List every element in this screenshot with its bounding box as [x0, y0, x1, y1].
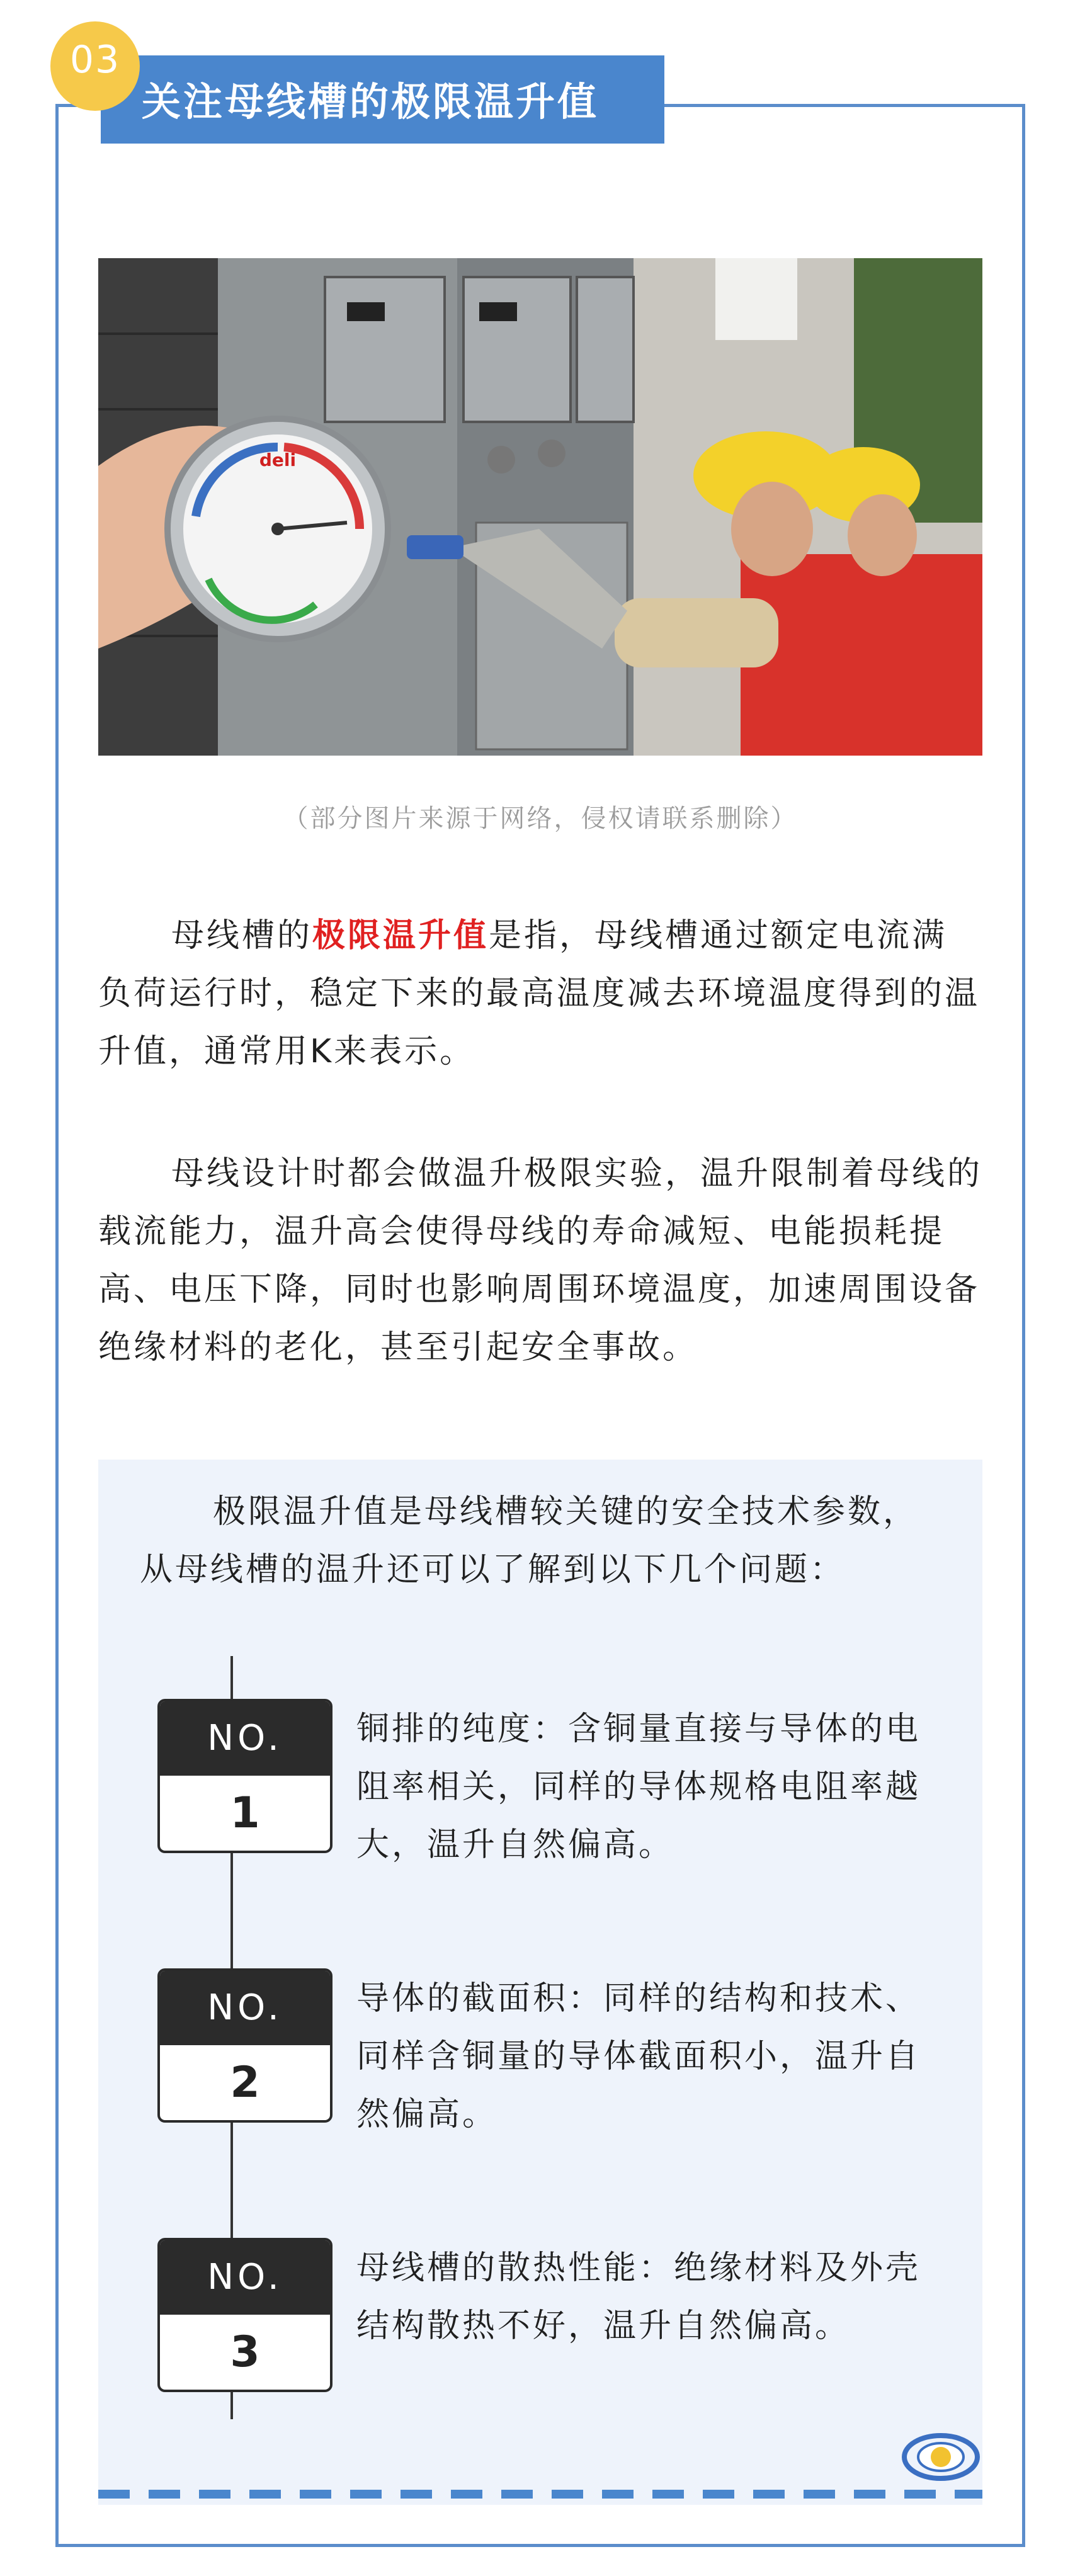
item-1-text: 铜排的纯度：含铜量直接与导体的电阻率相关，同样的导体规格电阻率越大，温升自然偏高。: [356, 1710, 921, 1864]
item-2-text: 导体的截面积：同样的结构和技术、同样含铜量的导体截面积小，温升自然偏高。: [356, 1980, 921, 2133]
brand-logo-icon: [902, 2432, 980, 2482]
item-3-text: 母线槽的散热性能：绝缘材料及外壳结构散热不好，温升自然偏高。: [356, 2249, 921, 2345]
panel-intro-text: 极限温升值是母线槽较关键的安全技术参数，从母线槽的温升还可以了解到以下几个问题：: [140, 1493, 919, 1589]
bottom-dashed-divider: [98, 2490, 982, 2499]
photo-illustration: [98, 258, 982, 756]
section-number: 03: [69, 38, 121, 82]
paragraph-design: [98, 1145, 982, 1376]
highlight-term: 极限温升值: [312, 917, 489, 955]
photo-caption: （部分图片来源于网络，侵权请联系删除）: [283, 804, 798, 833]
number-box-1: [157, 1699, 333, 1853]
paragraph-definition: [98, 907, 982, 1081]
number-box-2: [157, 1968, 333, 2123]
paragraph2-text: 母线设计时都会做温升极限实验，温升限制着母线的载流能力，温升高会使得母线的寿命减短、电能损耗提高、电压下降，同时也影响周围环境温度，加速周围设备绝缘材料的老化，甚至引起安全事故。: [98, 1155, 983, 1366]
substation-photo: [98, 258, 982, 756]
number-box-3: [157, 2238, 333, 2392]
number-label: NO.: [160, 1971, 330, 2045]
number-value: 2: [230, 2058, 260, 2108]
panel-intro: [140, 1483, 933, 1599]
number-value: 3: [230, 2327, 260, 2377]
number-value: 1: [230, 1788, 260, 1838]
number-label: NO.: [160, 2240, 330, 2315]
number-label: NO.: [160, 1701, 330, 1776]
paragraph1-before: 母线槽的: [171, 917, 313, 955]
section-title: 关注母线槽的极限温升值: [142, 79, 600, 125]
thermometer-brand: deli: [259, 450, 297, 470]
paragraph1-after: 是指，母线槽通过额定电流满负荷运行时，稳定下来的最高温度减去环境温度得到的温升值，通常用K来表示。: [98, 917, 981, 1070]
